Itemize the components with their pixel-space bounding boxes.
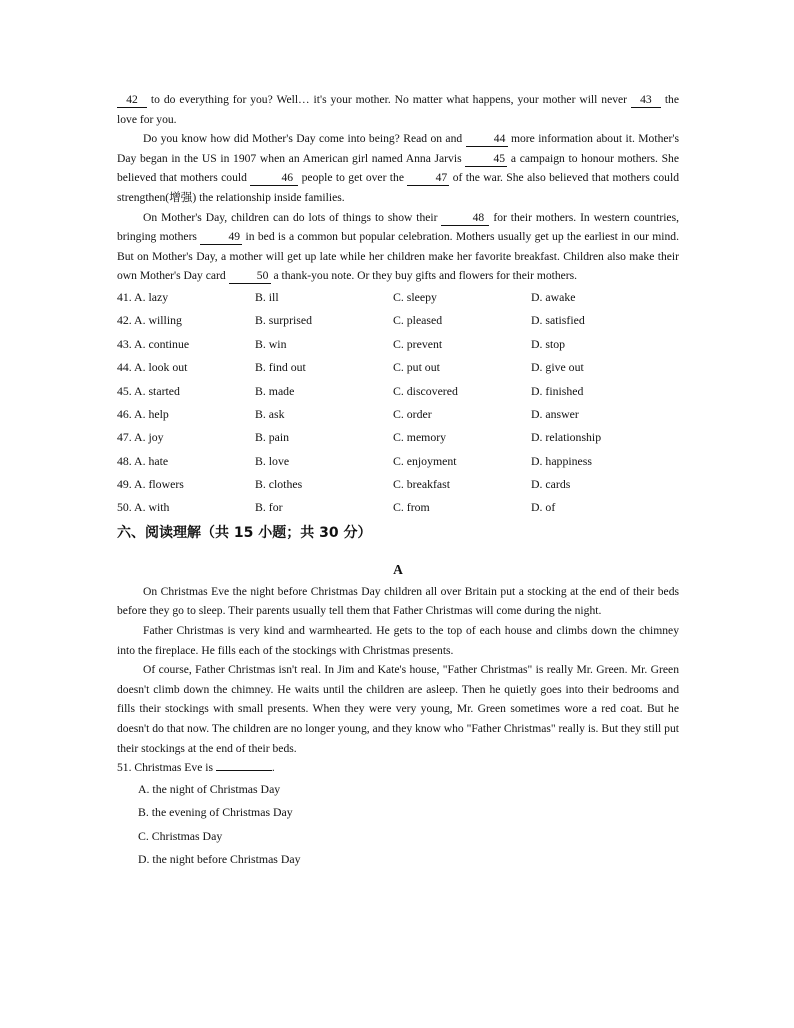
choice-d: D. the night before Christmas Day	[138, 851, 301, 866]
blank-44: 44	[466, 132, 508, 147]
option: B. love	[255, 453, 290, 468]
choice-b: B. the evening of Christmas Day	[138, 805, 293, 820]
blank-45: 45	[465, 152, 507, 167]
cloze-text: people to get over the	[298, 171, 408, 185]
option: 49. A. flowers	[117, 477, 184, 492]
options-table	[117, 286, 679, 520]
question-51	[117, 758, 679, 778]
cloze-text: to do everything for you? Well… it's your mother. No matter what happens, your mother will never	[147, 93, 631, 106]
choice-a: A. the night of Christmas Day	[138, 781, 281, 796]
blank-46: 46	[250, 171, 298, 186]
option-row	[117, 286, 679, 309]
option: C. breakfast	[393, 477, 450, 492]
option: B. made	[255, 383, 295, 398]
passage-paragraph: Of course, Father Christmas isn't real. In Jim and Kate's house, "Father Christmas" is really Mr. Green. Mr. Green doesn't climb down the chimney. He waits until the children are asleep. Then he quietly goes into their bedrooms and fills their stockings with small presents. When they were very young, Mr. Green sometimes wore a red coat. But he doesn't do that now. The children are no longer young, and they know who "Father Christmas" really is. But they still put their stockings at the end of their beds.	[117, 663, 679, 755]
option: 42. A. willing	[117, 313, 182, 328]
option: 43. A. continue	[117, 336, 190, 351]
option-row	[117, 356, 679, 379]
blank-42: 42	[117, 93, 147, 108]
passage-title: A	[393, 561, 403, 577]
cloze-text: in bed is a common but popular celebration. Mothers usually get up the earliest in our mind. But on Mother's Day, a mother will get up late while her children make her favorite breakfast. Children also make their own Mother's Day card	[117, 230, 679, 283]
option: 41. A. lazy	[117, 289, 169, 304]
option: D. of	[531, 500, 556, 515]
option: C. order	[393, 406, 432, 421]
option: C. discovered	[393, 383, 458, 398]
option: D. awake	[531, 289, 576, 304]
option: D. relationship	[531, 430, 602, 445]
option: B. ill	[255, 289, 279, 304]
question-stem: 51. Christmas Eve is	[117, 761, 213, 775]
option: C. prevent	[393, 336, 443, 351]
option: C. from	[393, 500, 430, 515]
option: D. happiness	[531, 453, 592, 468]
option-row	[117, 473, 679, 496]
option: 46. A. help	[117, 406, 169, 421]
cloze-text: a thank-you note. Or they buy gifts and flowers for their mothers.	[270, 269, 578, 283]
option: C. pleased	[393, 313, 443, 328]
option-row	[117, 450, 679, 473]
option-row	[117, 426, 679, 449]
cloze-text: the love for you.	[117, 93, 679, 126]
option: B. pain	[255, 430, 290, 445]
option: 48. A. hate	[117, 453, 169, 468]
option: 50. A. with	[117, 500, 170, 515]
option: 44. A. look out	[117, 360, 188, 375]
option: C. enjoyment	[393, 453, 457, 468]
option-row	[117, 333, 679, 356]
cloze-text: a campaign to honour mothers. She believed that mothers could	[117, 151, 679, 185]
passage-paragraph: On Christmas Eve the night before Christmas Day children all over Britain put a stocking at the end of their beds before they go to sleep. Their parents usually tell them that Father Christmas will come during the night.	[117, 584, 679, 618]
option: C. memory	[393, 430, 447, 445]
option: B. for	[255, 500, 283, 515]
cloze-paragraph-2	[117, 129, 679, 207]
option: C. sleepy	[393, 289, 437, 304]
choice-c: C. Christmas Day	[138, 828, 223, 843]
option: 47. A. joy	[117, 430, 164, 445]
option: D. cards	[531, 477, 571, 492]
cloze-text: of the war. She also believed that mothers could strengthen(增强) the relationship inside families.	[117, 171, 679, 204]
blank-49: 49	[200, 230, 242, 245]
option: D. satisfied	[531, 313, 585, 328]
blank-50: 50	[229, 269, 271, 284]
option: B. clothes	[255, 477, 303, 492]
blank-47: 47	[407, 171, 449, 186]
passage-paragraph: Father Christmas is very kind and warmhearted. He gets to the top of each house and climbs down the chimney into the fireplace. He fills each of the stockings with Christmas presents.	[117, 624, 679, 657]
answer-blank	[216, 758, 272, 771]
option: D. answer	[531, 406, 579, 421]
blank-48: 48	[441, 211, 489, 226]
cloze-text: Do you know how did Mother's Day come into being? Read on and	[143, 132, 466, 146]
option: C. put out	[393, 360, 440, 375]
option: D. stop	[531, 336, 566, 351]
option: D. give out	[531, 360, 584, 375]
exam-page	[117, 90, 679, 871]
cloze-text: On Mother's Day, children can do lots of things to show their	[143, 210, 442, 224]
option: B. win	[255, 336, 287, 351]
section-title: 六、阅读理解（共 15 小题；共 30 分）	[117, 524, 372, 541]
option-row	[117, 403, 679, 426]
blank-43: 43	[631, 93, 661, 108]
option-row	[117, 380, 679, 403]
option-row	[117, 309, 679, 332]
option: D. finished	[531, 383, 584, 398]
option: B. ask	[255, 406, 285, 421]
option-row	[117, 496, 679, 519]
question-stem-end: .	[271, 761, 275, 775]
option: B. surprised	[255, 313, 313, 328]
cloze-text: for their mothers. In western countries, bringing mothers	[117, 210, 679, 244]
cloze-paragraph-3	[117, 208, 679, 286]
cloze-paragraph-1	[117, 90, 679, 129]
option: 45. A. started	[117, 383, 180, 398]
cloze-text: more information about it. Mother's Day began in the US in 1907 when an American girl named Anna Jarvis	[117, 132, 679, 165]
option: B. find out	[255, 360, 306, 375]
